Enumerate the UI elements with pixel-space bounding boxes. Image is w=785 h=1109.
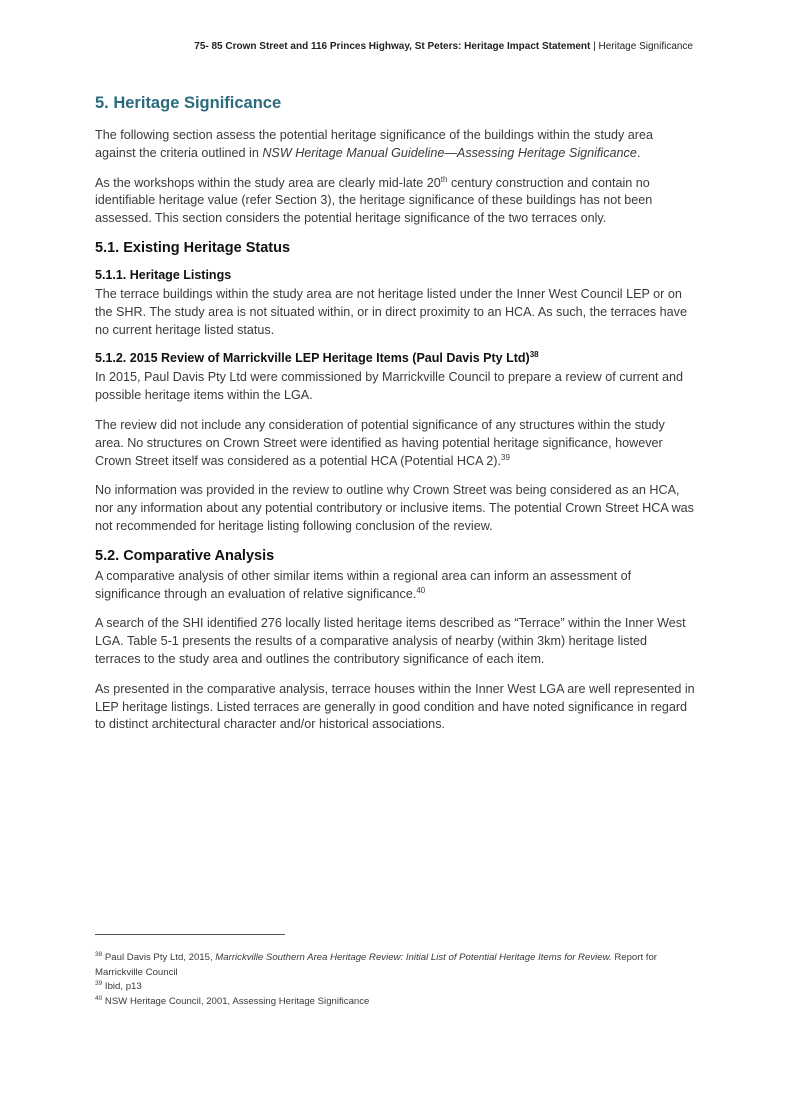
section-5-heading: 5. Heritage Significance [95,94,282,112]
intro-end: . [636,145,641,160]
footnote-text: Paul Davis Pty Ltd, 2015, [102,952,216,963]
header-document-title: 75- 85 Crown Street and 116 Princes Highway, St Peters: Heritage Impact Statement [194,41,591,52]
header-separator: | [590,41,599,52]
footnote-text: Ibid, p13 [102,981,142,992]
workshops-text-a: As the workshops within the study area are clearly mid-late 20 [95,175,441,190]
section-5-1-2-heading [95,351,695,365]
footnote-source-title: Marrickville Southern Area Heritage Review: Initial List of Potential Heritage Items for Review. [215,952,612,963]
section-5-1-1-paragraph: The terrace buildings within the study area are not heritage listed under the Inner West Council LEP or on the SHR. The study area is not situated within, or in direct proximity to an HCA. As such, the terraces have no current heritage listed status. [95,286,687,337]
footnote-ref-39[interactable]: 39 [501,452,510,462]
footnote-39 [95,980,695,995]
footnote-number: 38 [95,950,103,958]
intro-guideline-title: NSW Heritage Manual Guideline—Assessing Heritage Significance [262,145,637,160]
ordinal-superscript: th [440,174,448,184]
header-section-name: Heritage Significance [598,41,693,52]
comparative-text: A comparative analysis of other similar items within a regional area can inform an assessment of significance through an evaluation of relative significance. [95,568,632,601]
review-text: The review did not include any consideration of potential significance of any structures within the study area. No structures on Crown Street were identified as having potential heritage significance, however Crown Street itself was considered as a potential HCA (Potential HCA 2). [95,417,665,468]
section-5-2-heading: 5.2. Comparative Analysis [95,547,275,564]
footnote-divider [95,934,285,935]
intro-text: The following section assess the potential heritage significance of the buildings within the study area against the criteria outlined in [95,128,653,160]
main-content [95,94,695,746]
footnote-38 [95,951,695,980]
footnotes [95,934,695,1009]
footnote-number: 39 [95,979,103,987]
section-5-workshops-paragraph [95,175,695,228]
section-5-1-2-paragraph-2 [95,417,695,470]
section-5-1-heading: 5.1. Existing Heritage Status [95,239,291,256]
section-5-2-paragraph-1 [95,568,695,604]
section-5-2-paragraph-2: A search of the SHI identified 276 locally listed heritage items described as “Terrace” within the Inner West LGA. Table 5-1 presents the results of a comparative analysis of nearby (within 3km) heritage listed terraces to the study area and outlines the contributory significance of each item. [95,616,686,666]
footnote-ref-38[interactable]: 38 [529,350,539,360]
footnote-ref-40[interactable]: 40 [416,585,426,595]
page-header [0,41,693,52]
footnote-text: NSW Heritage Council, 2001, Assessing Heritage Significance [102,995,370,1007]
section-5-1-2-paragraph-3: No information was provided in the review to outline why Crown Street was being considered as an HCA, nor any information about any potential contributory or inclusive items. The potential Crown Street HCA was not recommended for heritage listing following conclusion of the review. [95,483,694,533]
section-5-1-2-paragraph-1: In 2015, Paul Davis Pty Ltd were commissioned by Marrickville Council to prepare a review of current and possible heritage items within the LGA. [95,370,683,403]
section-5-2-paragraph-3: As presented in the comparative analysis, terrace houses within the Inner West LGA are well represented in LEP heritage listings. Listed terraces are generally in good condition and have noted significance in regard to distinct architectural character and/or historical associations. [95,681,695,732]
section-5-1-2-title: 5.1.2. 2015 Review of Marrickville LEP Heritage Items (Paul Davis Pty Ltd) [95,351,530,366]
workshops-text-b: century construction and contain no identifiable heritage value (refer Section 3), the heritage significance of these buildings has not been assessed. This section considers the potential heritage significance of the two terraces only. [95,175,653,226]
footnote-number: 40 [95,994,103,1002]
section-5-intro-paragraph [95,127,695,163]
footnote-text: Report for Marrickville Council [95,952,657,978]
section-5-1-1-heading: 5.1.1. Heritage Listings [95,267,232,282]
footnote-40 [95,995,695,1010]
